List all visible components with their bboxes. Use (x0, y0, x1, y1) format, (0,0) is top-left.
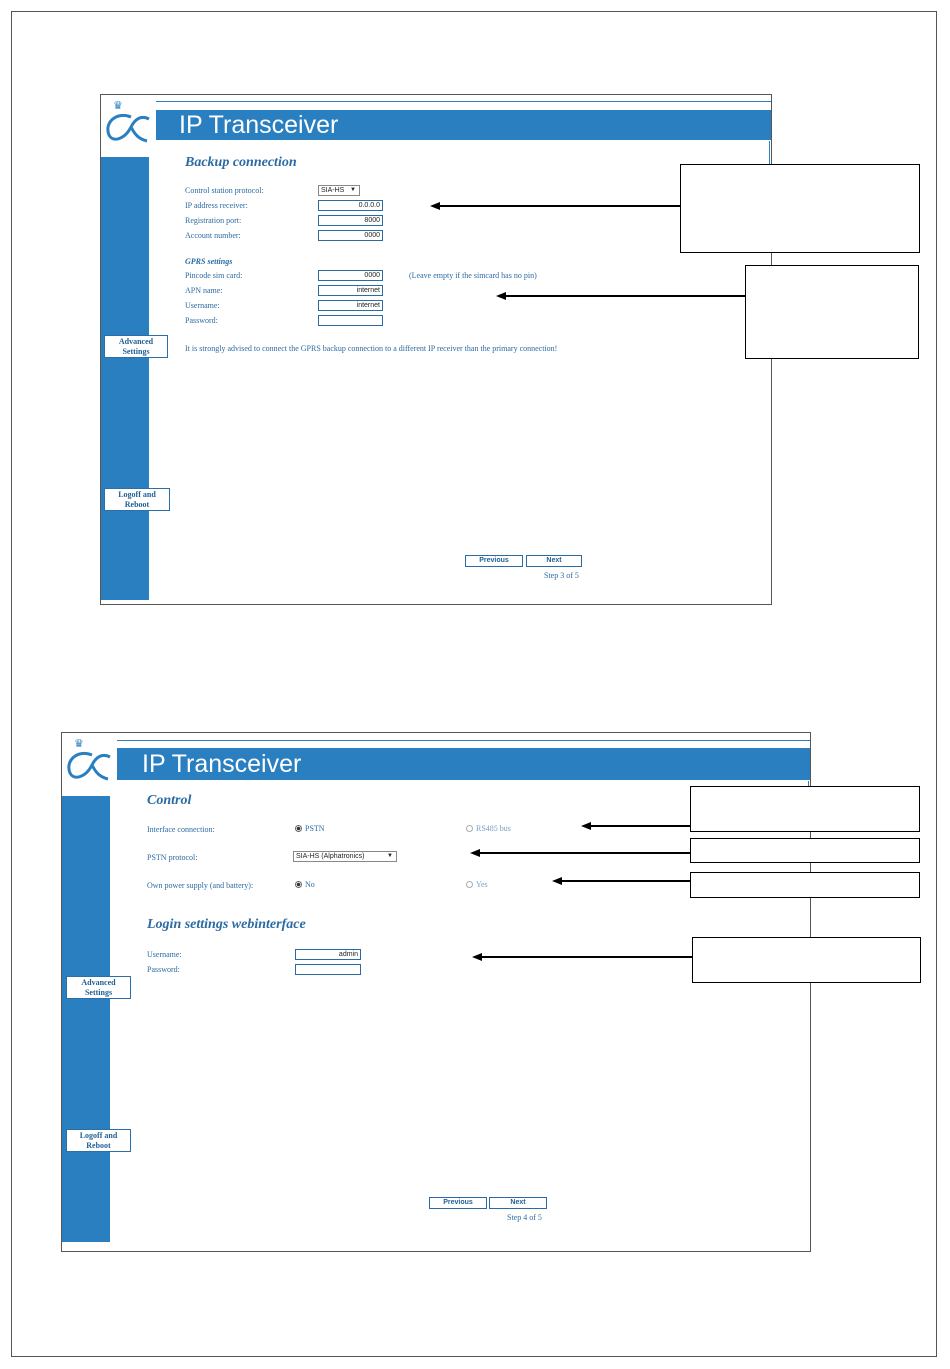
radio-unchecked-icon (466, 825, 473, 832)
screenshot-backup-connection (100, 94, 772, 605)
arrow-head-icon (430, 202, 440, 210)
chevron-down-icon: ▼ (387, 853, 393, 859)
nav-logoff-reboot[interactable]: Logoff and Reboot (104, 488, 170, 511)
svg-text:♛: ♛ (74, 737, 84, 750)
chevron-down-icon: ▼ (350, 187, 356, 193)
app-title: IP Transceiver (142, 750, 302, 778)
alpha-logo-icon (101, 97, 156, 143)
alpha-logo-icon (62, 735, 117, 781)
pstn-protocol-select[interactable] (293, 851, 397, 862)
ip-address-receiver-input[interactable]: 0.0.0.0 (318, 200, 383, 211)
step-indicator: Step 3 of 5 (544, 571, 579, 580)
radio-checked-icon (295, 881, 302, 888)
callout-box (690, 872, 920, 898)
callout-box (745, 265, 919, 359)
previous-button[interactable]: Previous (429, 1197, 487, 1209)
callout-box (690, 786, 920, 832)
password-input[interactable] (318, 315, 383, 326)
next-button[interactable]: Next (489, 1197, 547, 1209)
apn-name-input[interactable]: internet (318, 285, 383, 296)
previous-button[interactable]: Previous (465, 555, 523, 567)
apn-name-label: APN name: (185, 286, 223, 295)
next-button[interactable]: Next (526, 555, 582, 567)
page-title: Backup connection (185, 155, 297, 170)
banner-top-line (62, 740, 810, 741)
username-label: Username: (147, 950, 182, 959)
nav-advanced-settings[interactable]: Advanced Settings (66, 976, 131, 999)
arrow-head-icon (581, 822, 591, 830)
callout-box (692, 937, 921, 983)
password-label: Password: (185, 316, 218, 325)
sidebar (62, 796, 110, 1242)
banner-top-line (101, 101, 771, 102)
radio-unchecked-icon (466, 881, 473, 888)
callout-box (690, 838, 920, 863)
callout-box (680, 164, 920, 253)
nav-advanced-settings[interactable]: Advanced Settings (104, 335, 168, 358)
advice-note: It is strongly advised to connect the GPRS backup connection to a different IP receiver than the primary connection! (185, 344, 558, 353)
radio-rs485[interactable] (466, 824, 511, 833)
radio-no[interactable] (295, 880, 315, 889)
password-label: Password: (147, 965, 180, 974)
interface-connection-label: Interface connection: (147, 825, 215, 834)
control-station-protocol-label: Control station protocol: (185, 186, 264, 195)
radio-yes-label: Yes (476, 880, 488, 889)
login-settings-heading: Login settings webinterface (147, 917, 306, 932)
username-input[interactable]: internet (318, 300, 383, 311)
ip-address-receiver-label: IP address receiver: (185, 201, 248, 210)
arrow-line (482, 956, 692, 958)
radio-checked-icon (295, 825, 302, 832)
app-title: IP Transceiver (179, 111, 339, 139)
gprs-settings-heading: GPRS settings (185, 257, 233, 266)
control-station-protocol-select[interactable] (318, 185, 360, 196)
arrow-line (591, 825, 690, 827)
registration-port-label: Registration port: (185, 216, 242, 225)
arrow-head-icon (552, 877, 562, 885)
arrow-line (562, 880, 690, 882)
arrow-line (440, 205, 680, 207)
arrow-head-icon (470, 849, 480, 857)
page-title: Control (147, 793, 192, 808)
registration-port-input[interactable]: 8000 (318, 215, 383, 226)
app-banner (101, 110, 771, 140)
radio-rs485-label: RS485 bus (476, 824, 511, 833)
radio-pstn-label: PSTN (305, 824, 325, 833)
sidebar (101, 157, 149, 600)
radio-no-label: No (305, 880, 315, 889)
username-input[interactable]: admin (295, 949, 361, 960)
app-banner (62, 748, 810, 780)
radio-pstn[interactable] (295, 824, 325, 833)
nav-logoff-reboot[interactable]: Logoff and Reboot (66, 1129, 131, 1152)
pstn-protocol-label: PSTN protocol: (147, 853, 198, 862)
account-number-label: Account number: (185, 231, 241, 240)
own-power-supply-label: Own power supply (and battery): (147, 881, 254, 890)
svg-text:♛: ♛ (113, 99, 123, 112)
arrow-head-icon (496, 292, 506, 300)
pincode-label: Pincode sim card: (185, 271, 243, 280)
password-input[interactable] (295, 964, 361, 975)
pincode-hint: (Leave empty if the simcard has no pin) (409, 271, 537, 280)
control-station-protocol-value: SIA-HS (321, 187, 345, 194)
pincode-input[interactable]: 0000 (318, 270, 383, 281)
step-indicator: Step 4 of 5 (507, 1213, 542, 1222)
account-number-input[interactable]: 0000 (318, 230, 383, 241)
radio-yes[interactable] (466, 880, 488, 889)
arrow-line (480, 852, 690, 854)
arrow-head-icon (472, 953, 482, 961)
username-label: Username: (185, 301, 220, 310)
pstn-protocol-value: SIA-HS (Alphatronics) (296, 853, 365, 860)
arrow-line (506, 295, 745, 297)
